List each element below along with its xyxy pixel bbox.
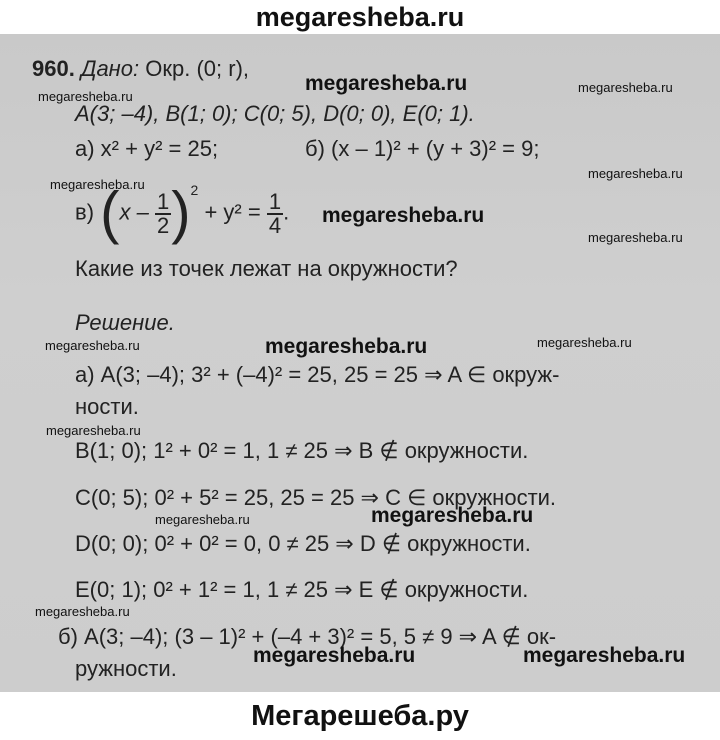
equation-v-variable: x – [119, 199, 149, 225]
equation-v-label: в) [75, 199, 95, 225]
given-text: Окр. (0; r), [145, 56, 250, 81]
watermark: megaresheba.ru [45, 338, 140, 353]
question-text: Какие из точек лежат на окружности? [75, 256, 458, 281]
equation-v-rest: + y² = [204, 199, 261, 225]
solution-line-b1: б) A(3; –4); (3 – 1)² + (–4 + 3)² = 5, 5 ≠ 9 ⇒ A ∉ ок- [58, 624, 557, 649]
fraction-one-half [155, 188, 171, 238]
solution-line-a5: E(0; 1); 0² + 1² = 1, 1 ≠ 25 ⇒ E ∉ окружности. [75, 577, 529, 602]
rhs-numerator: 1 [268, 188, 282, 214]
given-label: Дано: [80, 56, 140, 81]
watermark: megaresheba.ru [253, 644, 416, 667]
solution-line-a2: B(1; 0); 1² + 0² = 1, 1 ≠ 25 ⇒ B ∉ окружности. [75, 438, 529, 463]
equation-b: б) (x – 1)² + (y + 3)² = 9; [305, 136, 540, 161]
solution-line-a3: C(0; 5); 0² + 5² = 25, 25 = 25 ⇒ C ∈ окружности. [75, 485, 557, 510]
watermark: megaresheba.ru [38, 89, 133, 104]
equation-v-end: . [283, 199, 290, 225]
equation-a: а) x² + y² = 25; [75, 136, 219, 161]
right-paren: ) [171, 180, 191, 246]
solution-label: Решение. [75, 310, 175, 335]
watermark: megaresheba.ru [588, 166, 683, 181]
given-points: A(3; –4), B(1; 0); C(0; 5), D(0; 0), E(0; 1). [75, 101, 475, 126]
equation-v-exponent: 2 [190, 182, 199, 198]
solution-line-a4: D(0; 0); 0² + 0² = 0, 0 ≠ 25 ⇒ D ∉ окружности. [75, 531, 531, 556]
watermark: megaresheba.ru [265, 335, 428, 358]
problem-header [32, 56, 249, 82]
watermark: megaresheba.ru [523, 644, 686, 667]
watermark: megaresheba.ru [46, 423, 141, 438]
watermark: megaresheba.ru [371, 504, 534, 527]
watermark: megaresheba.ru [588, 230, 683, 245]
problem-number: 960. [32, 56, 75, 81]
fraction-numerator: 1 [156, 188, 170, 214]
watermark: megaresheba.ru [155, 512, 250, 527]
solution-line-a1: а) A(3; –4); 3² + (–4)² = 25, 25 = 25 ⇒ A ∈ окруж- [75, 362, 560, 387]
solution-line-a1-cont: ности. [75, 394, 139, 419]
solution-line-b1-cont: ружности. [75, 656, 177, 681]
fraction-one-quarter [267, 188, 283, 238]
watermark: megaresheba.ru [305, 72, 468, 95]
watermark: megaresheba.ru [537, 335, 632, 350]
textbook-page [0, 34, 720, 692]
left-paren: ( [100, 180, 120, 246]
watermark: megaresheba.ru [35, 604, 130, 619]
site-footer: Мегарешеба.ру [0, 692, 720, 737]
watermark: megaresheba.ru [578, 80, 673, 95]
watermark: megaresheba.ru [322, 204, 485, 227]
rhs-denominator: 4 [268, 212, 282, 238]
watermark: megaresheba.ru [50, 177, 145, 192]
fraction-denominator: 2 [156, 212, 170, 238]
site-header: megaresheba.ru [0, 0, 720, 34]
